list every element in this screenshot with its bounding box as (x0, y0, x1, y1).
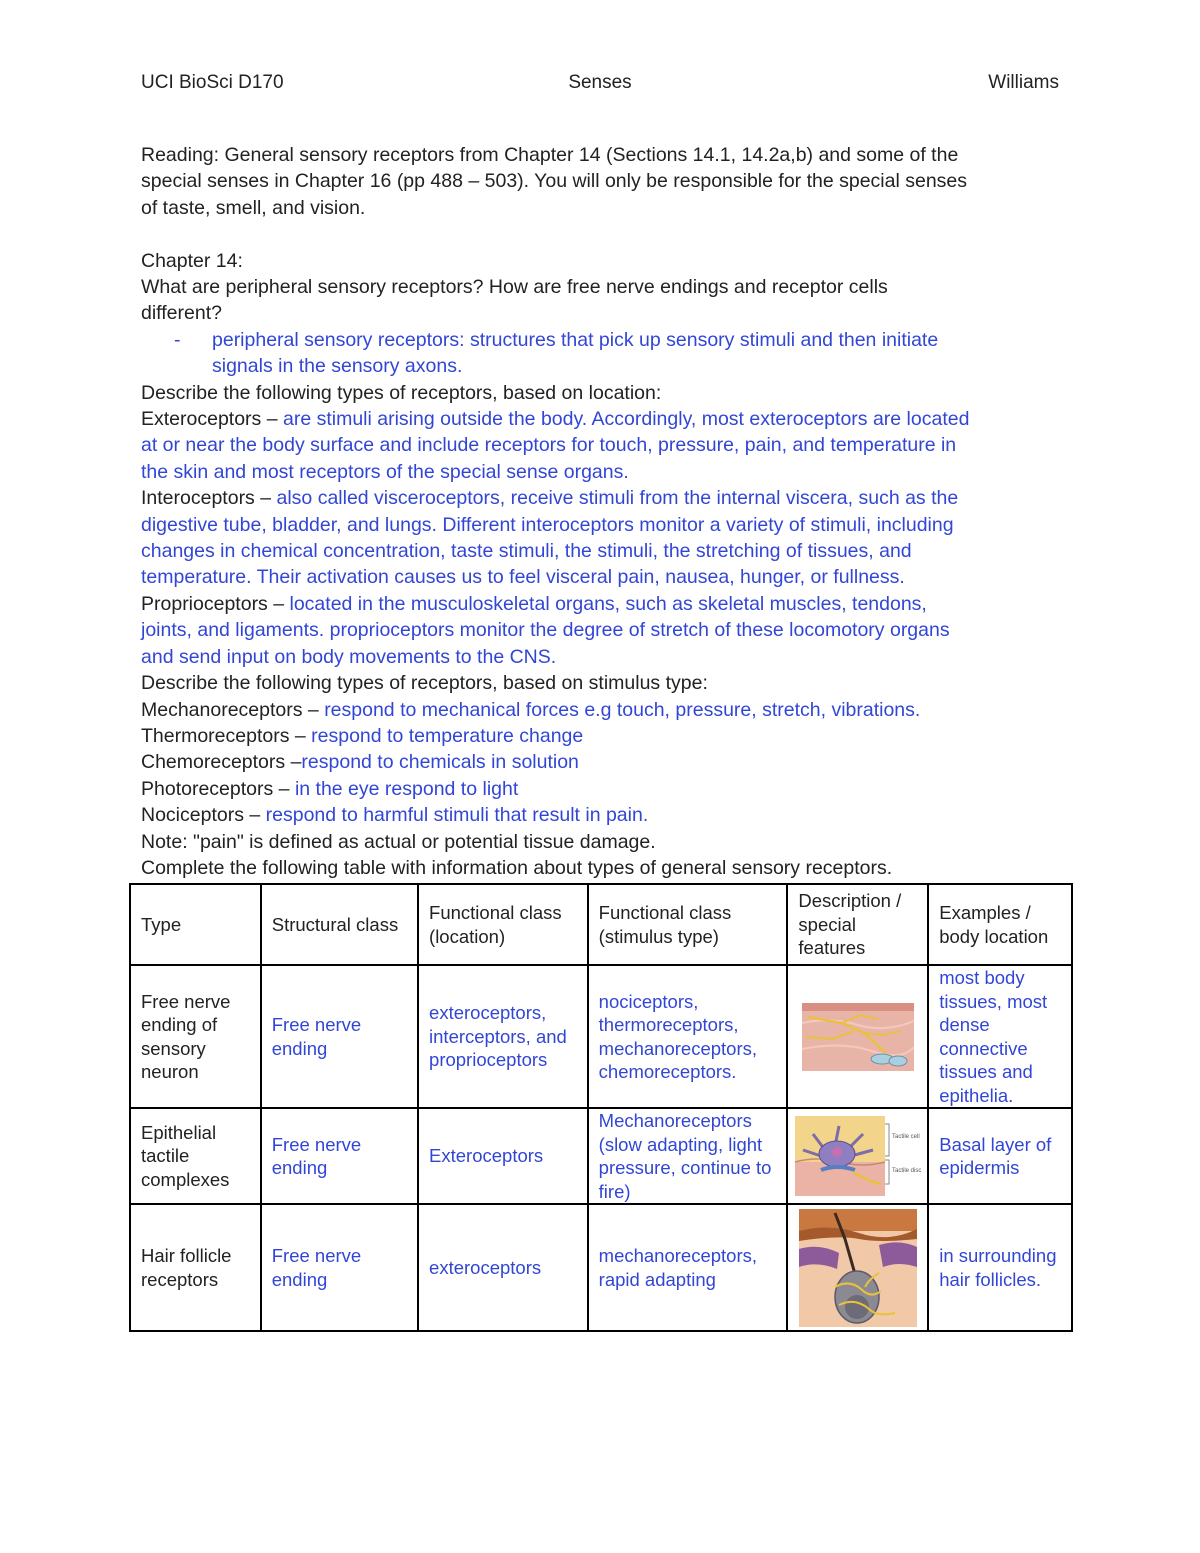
reading-line: of taste, smell, and vision. (141, 196, 366, 219)
table-intro: Complete the following table with information about types of general sensory receptors. (141, 856, 893, 879)
definition-line: changes in chemical concentration, taste stimuli, the stimuli, the stretching of tissues, and (141, 540, 912, 563)
definition: respond to chemicals in solution (301, 751, 579, 774)
cell-description (787, 1108, 928, 1204)
hair-follicle-illustration (799, 1209, 917, 1327)
definition: respond to temperature change (311, 724, 584, 747)
term: Nociceptors – (141, 804, 266, 827)
cell-type: Free nerve ending of sensory neuron (130, 965, 261, 1108)
cell-examples: most body tissues, most dense connective tissues and epithelia. (928, 965, 1072, 1108)
definition-line: the skin and most receptors of the special sense organs. (141, 460, 629, 483)
header-examples: Examples / body location (928, 884, 1072, 965)
term: Chemoreceptors – (141, 751, 302, 774)
definition-line: and send input on body movements to the CNS. (141, 645, 557, 668)
table-row (130, 1108, 1072, 1204)
interoceptors-entry (141, 485, 1066, 511)
definition-line: temperature. Their activation causes us to feel visceral pain, nausea, hunger, or fullness. (141, 566, 905, 589)
exteroceptors-entry (141, 406, 1066, 432)
page-header (141, 72, 1059, 98)
term: Thermoreceptors – (141, 724, 312, 747)
cell-description (787, 965, 928, 1108)
definition-line: joints, and ligaments. proprioceptors monitor the degree of stretch of these locomotory organs (141, 619, 950, 642)
table-row (130, 965, 1072, 1108)
cell-examples: in surrounding hair follicles. (928, 1204, 1072, 1331)
cell-functional-stimulus: Mechanoreceptors (slow adapting, light pressure, continue to fire) (588, 1108, 788, 1204)
spacer (141, 221, 1066, 247)
definition: are stimuli arising outside the body. Accordingly, most exteroceptors are located (282, 408, 970, 431)
tactile-disc-label: Tactile disc (891, 1168, 921, 1174)
header-functional-location: Functional class (location) (418, 884, 588, 965)
definition: also called visceroceptors, receive stimuli from the internal viscera, such as the (276, 487, 959, 510)
definition: in the eye respond to light (294, 777, 519, 800)
definition-line: at or near the body surface and include receptors for touch, pressure, pain, and temperature in (141, 434, 957, 457)
nociceptors-entry (141, 802, 1066, 828)
cell-functional-stimulus: nociceptors, thermoreceptors, mechanoreceptors, chemoreceptors. (588, 965, 788, 1108)
answer-bullet (141, 327, 1066, 380)
thermoreceptors-entry (141, 723, 1066, 749)
cell-structural: Free nerve ending (261, 1108, 418, 1204)
cell-examples: Basal layer of epidermis (928, 1108, 1072, 1204)
header-functional-stimulus: Functional class (stimulus type) (588, 884, 788, 965)
answer-line: signals in the sensory axons. (212, 355, 463, 378)
question-line: different? (141, 302, 222, 325)
header-type: Type (130, 884, 261, 965)
term: Proprioceptors – (141, 592, 290, 615)
pain-note: Note: "pain" is defined as actual or potential tissue damage. (141, 830, 656, 853)
stimulus-heading: Describe the following types of receptors, based on stimulus type: (141, 672, 708, 695)
header-structural-class: Structural class (261, 884, 418, 965)
tactile-complex-illustration (795, 1116, 921, 1196)
term: Exteroceptors – (141, 408, 283, 431)
definition-line: digestive tube, bladder, and lungs. Different interoceptors monitor a variety of stimuli, including (141, 513, 954, 536)
definition: located in the musculoskeletal organs, such as skeletal muscles, tendons, (289, 592, 927, 615)
term: Photoreceptors – (141, 777, 295, 800)
cell-functional-location: Exteroceptors (418, 1108, 588, 1204)
receptor-table (129, 883, 1073, 1332)
term: Interoceptors – (141, 487, 277, 510)
chapter-title: Chapter 14: (141, 249, 243, 272)
document-body (141, 142, 1066, 881)
photoreceptors-entry (141, 776, 1066, 802)
cell-functional-location: exteroceptors (418, 1204, 588, 1331)
header-topic: Senses (568, 72, 632, 93)
header-description: Description / special features (787, 884, 928, 965)
chemoreceptors-entry (141, 749, 1066, 775)
answer-line: peripheral sensory receptors: structures that pick up sensory stimuli and then initiate (212, 328, 939, 351)
reading-line: Reading: General sensory receptors from Chapter 14 (Sections 14.1, 14.2a,b) and some of the (141, 144, 959, 166)
cell-structural: Free nerve ending (261, 1204, 418, 1331)
cell-structural: Free nerve ending (261, 965, 418, 1108)
bullet-dash: - (174, 328, 181, 351)
proprioceptors-entry (141, 591, 1066, 617)
table-row (130, 1204, 1072, 1331)
cell-type: Hair follicle receptors (130, 1204, 261, 1331)
term: Mechanoreceptors – (141, 698, 325, 721)
header-course: UCI BioSci D170 (141, 72, 284, 93)
definition: respond to mechanical forces e.g touch, pressure, stretch, vibrations. (324, 698, 921, 721)
mechanoreceptors-entry (141, 697, 1066, 723)
free-nerve-ending-illustration (802, 1003, 914, 1071)
cell-type: Epithelial tactile complexes (130, 1108, 261, 1204)
cell-description (787, 1204, 928, 1331)
cell-functional-location: exteroceptors, interceptors, and proprioceptors (418, 965, 588, 1108)
location-heading: Describe the following types of receptors, based on location: (141, 381, 662, 404)
definition: respond to harmful stimuli that result in pain. (265, 804, 649, 827)
tactile-cell-label: Tactile cell (891, 1134, 920, 1140)
reading-line: special senses in Chapter 16 (pp 488 – 503). You will only be responsible for the special senses (141, 170, 968, 193)
question-line: What are peripheral sensory receptors? How are free nerve endings and receptor cells (141, 276, 888, 299)
cell-functional-stimulus: mechanoreceptors, rapid adapting (588, 1204, 788, 1331)
header-author: Williams (988, 72, 1059, 93)
table-header-row (130, 884, 1072, 965)
